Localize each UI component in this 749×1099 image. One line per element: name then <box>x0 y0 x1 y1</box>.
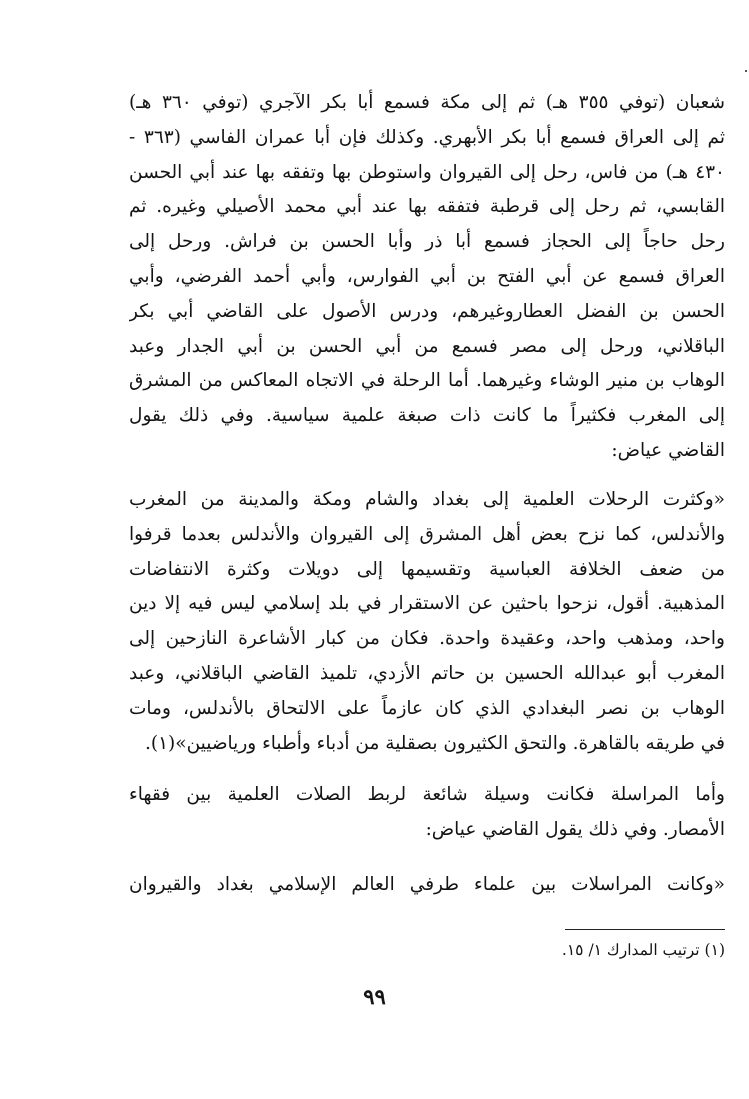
quote-paragraph-1 <box>129 483 725 761</box>
text-line: العراق فسمع عن أبي الفتح بن أبي الفوارس، وأبي أحمد الفرضي، وأبي <box>129 265 725 287</box>
text-line: إلى المغرب فكثيراً ما كانت ذات صبغة علمية سياسية. وفي ذلك يقول <box>129 405 725 427</box>
footnote: (١) ترتيب المدارك ١/ ١٥. <box>561 941 725 959</box>
text-line: والأندلس، كما نزح بعض أهل المشرق إلى القيروان والأندلس بعدما قرفوا <box>129 523 725 545</box>
text-line: ٤٣٠ هـ) من فاس، رحل إلى القيروان واستوطن بها وتفقه بها عند أبي الحسن <box>129 161 725 183</box>
page-number: ٩٩ <box>363 984 386 1009</box>
paragraph-1 <box>129 86 725 469</box>
text-line: وأما المراسلة فكانت وسيلة شائعة لربط الصلات العلمية بين فقهاء <box>129 784 725 805</box>
paragraph-2 <box>129 778 725 848</box>
text-line: «وكانت المراسلات بين علماء طرفي العالم الإسلامي بغداد والقيروان <box>129 874 725 895</box>
text-line: ثم إلى العراق فسمع أبا بكر الأبهري. وكذلك فإن أبا عمران الفاسي (٣٦٣ - <box>129 126 725 148</box>
text-line: الأمصار. وفي ذلك يقول القاضي عياض: <box>425 818 725 840</box>
text-line: المذهبية. أقول، نزحوا باحثين عن الاستقرار في بلد إسلامي ليس فيه إلا دين <box>129 593 725 615</box>
scan-speck <box>745 70 747 72</box>
text-line: في طريقه بالقاهرة. والتحق الكثيرون بصقلية من أدباء وأطباء ورياضيين»(١). <box>145 732 725 754</box>
text-line: القاضي عياض: <box>611 439 725 461</box>
text-line: الوهاب بن منير الوشاء وغيرهما. أما الرحلة في الاتجاه المعاكس من المشرق <box>129 370 725 392</box>
text-line: الباقلاني، ورحل إلى مصر فسمع من أبي الحسن بن أبي الجدار وعبد <box>129 335 725 357</box>
text-line: الوهاب بن نصر البغدادي الذي كان عازماً على الالتحاق بالأندلس، ومات <box>129 697 725 719</box>
quote-paragraph-2 <box>129 868 725 903</box>
text-line: من ضعف الخلافة العباسية وتقسيمها إلى دويلات وكثرة الانتفاضات <box>129 558 725 580</box>
text-line: المغرب أبو عبدالله الحسين بن حاتم الأزدي، تلميذ القاضي الباقلاني، وعبد <box>129 662 725 684</box>
text-line: الحسن بن الفضل العطاروغيرهم، ودرس الأصول على القاضي أبي بكر <box>129 300 725 322</box>
footnote-separator <box>565 929 725 930</box>
text-line: «وكثرت الرحلات العلمية إلى بغداد والشام ومكة والمدينة من المغرب <box>129 489 725 510</box>
text-line: القابسي، ثم رحل إلى قرطبة فتفقه بها عند أبي محمد الأصيلي وغيره. ثم <box>129 196 725 218</box>
text-line: رحل حاجاً إلى الحجاز فسمع أبا ذر وأبا الحسن بن فراش. ورحل إلى <box>129 231 725 253</box>
text-line: واحد، ومذهب واحد، وعقيدة واحدة. فكان من كبار الأشاعرة النازحين إلى <box>129 628 725 650</box>
text-line: شعبان (توفي ٣٥٥ هـ) ثم إلى مكة فسمع أبا بكر الآجري (توفي ٣٦٠ هـ) <box>129 92 725 113</box>
